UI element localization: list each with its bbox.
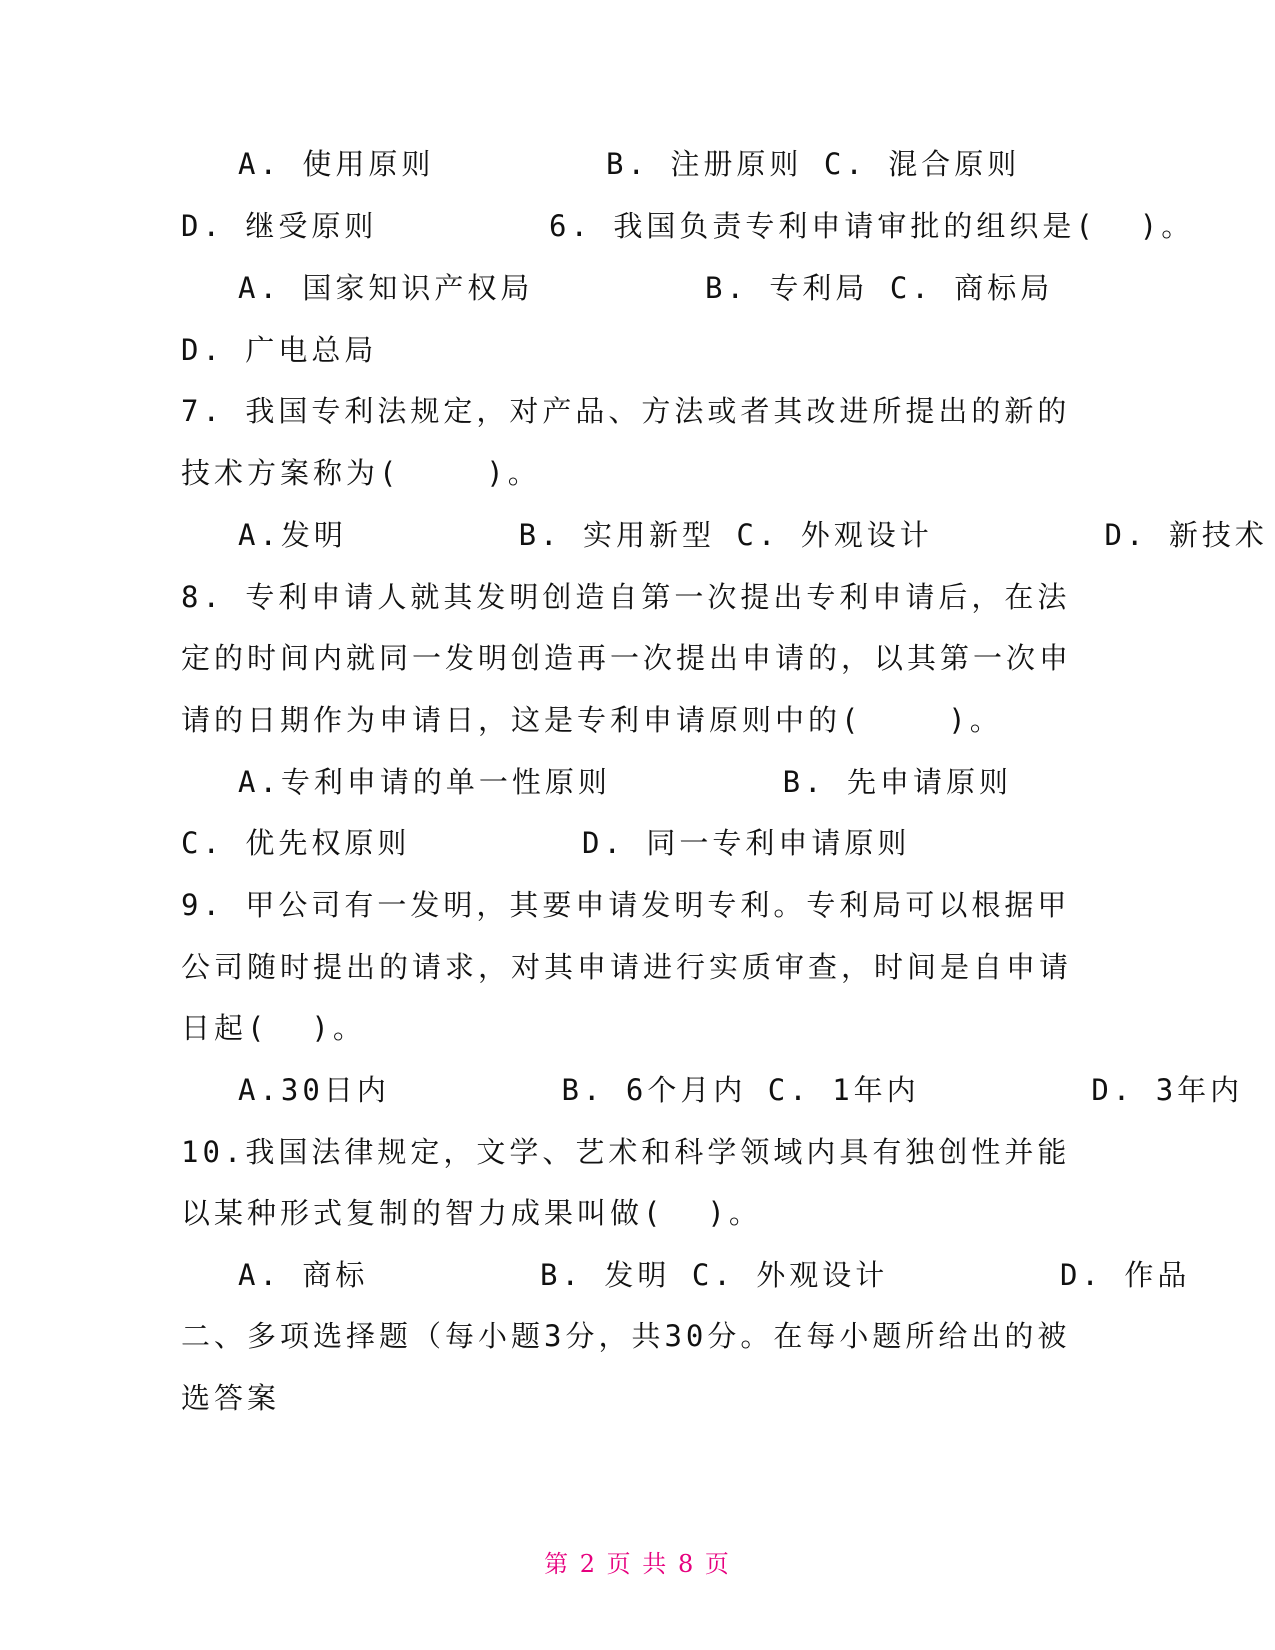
text-line-5: 7. 我国专利法规定，对产品、方法或者其改进所提出的新的 [181, 394, 1071, 428]
text-line-16: A.30日内 B. 6个月内 C. 1年内 D. 3年内 [238, 1073, 1244, 1107]
text-line-15: 日起( )。 [181, 1011, 366, 1045]
text-line-9: 定的时间内就同一发明创造再一次提出申请的，以其第一次申 [181, 641, 1073, 675]
text-line-12: C. 优先权原则 D. 同一专利申请原则 [181, 826, 911, 860]
text-line-20: 二、多项选择题（每小题3分，共30分。在每小题所给出的被 [181, 1319, 1071, 1353]
text-line-8: 8. 专利申请人就其发明创造自第一次提出专利申请后，在法 [181, 580, 1071, 614]
text-line-4: D. 广电总局 [181, 333, 378, 367]
text-line-2: D. 继受原则 6. 我国负责专利申请审批的组织是( )。 [181, 209, 1195, 243]
text-line-1: A. 使用原则 B. 注册原则 C. 混合原则 [238, 147, 1021, 181]
text-line-10: 请的日期作为申请日，这是专利申请原则中的( )。 [181, 703, 1003, 737]
text-line-21: 选答案 [181, 1381, 281, 1415]
text-line-11: A.专利申请的单一性原则 B. 先申请原则 [238, 765, 1012, 799]
text-line-13: 9. 甲公司有一发明，其要申请发明专利。专利局可以根据甲 [181, 888, 1071, 922]
text-line-17: 10.我国法律规定，文学、艺术和科学领域内具有独创性并能 [181, 1135, 1071, 1169]
text-line-18: 以某种形式复制的智力成果叫做( )。 [181, 1196, 762, 1230]
text-line-6: 技术方案称为( )。 [181, 456, 541, 490]
text-line-19: A. 商标 B. 发明 C. 外观设计 D. 作品 [238, 1258, 1191, 1292]
text-line-14: 公司随时提出的请求，对其申请进行实质审查，时间是自申请 [181, 950, 1073, 984]
text-line-3: A. 国家知识产权局 B. 专利局 C. 商标局 [238, 271, 1054, 305]
page-number-footer: 第 2 页 共 8 页 [544, 1550, 731, 1578]
text-line-7: A.发明 B. 实用新型 C. 外观设计 D. 新技术 [238, 518, 1268, 552]
